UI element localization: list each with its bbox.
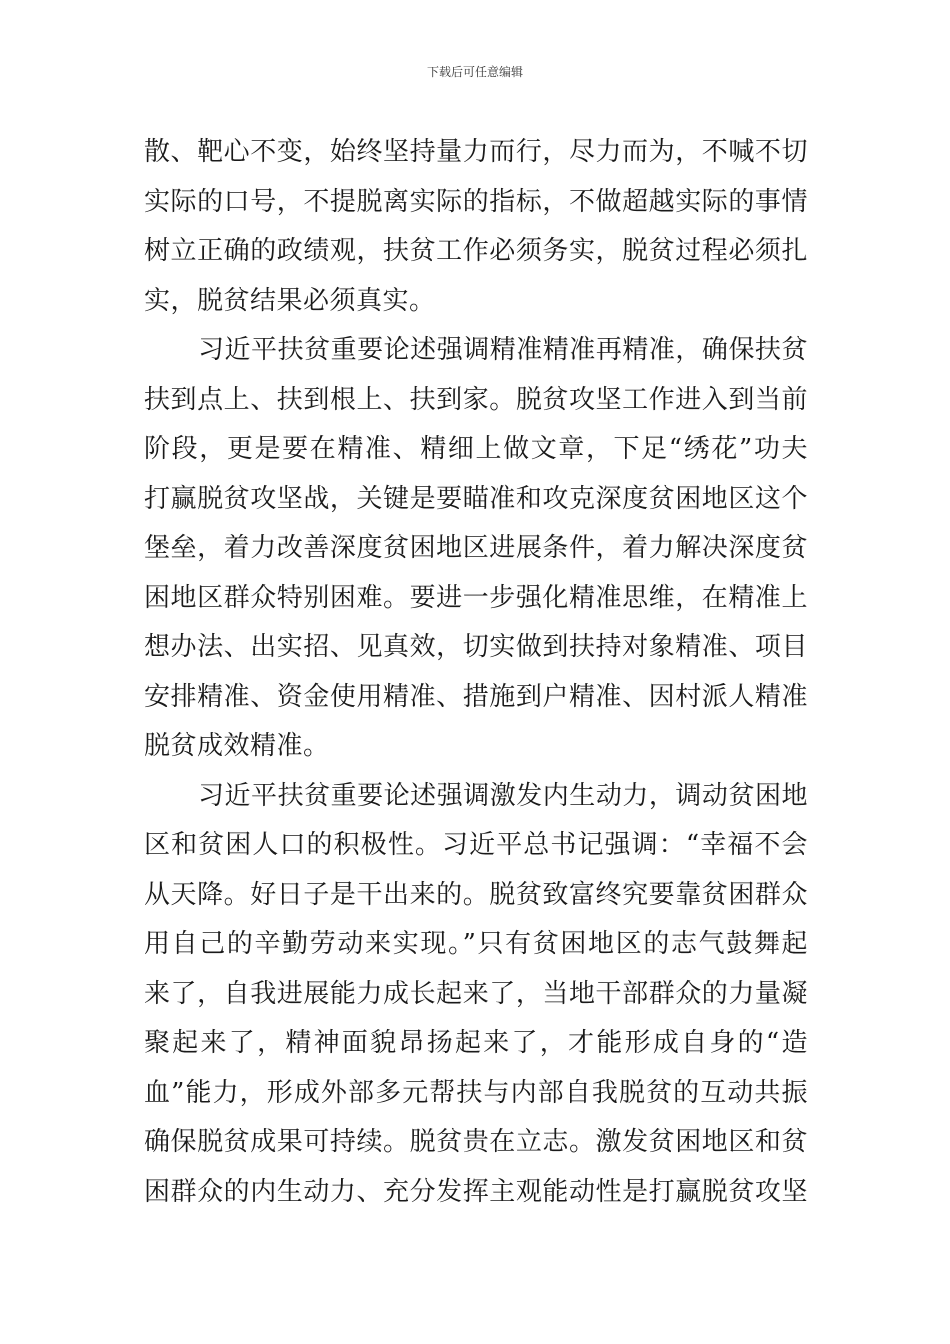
text-line: 打赢脱贫攻坚战，关键是要瞄准和攻克深度贫困地区这个 [144,483,808,514]
text-line: 区和贫困人口的积极性。习近平总书记强调：“幸福不会 [144,830,808,860]
text-line: 确保脱贫成果可持续。脱贫贵在立志。激发贫困地区和贫 [144,1127,808,1157]
text-line: 血”能力，形成外部多元帮扶与内部自我脱贫的互动共振 [144,1077,808,1108]
text-line: 困群众的内生动力、充分发挥主观能动性是打赢脱贫攻坚 [144,1176,808,1207]
text-line: 扶到点上、扶到根上、扶到家。脱贫攻坚工作进入到当前 [144,384,808,415]
text-line: 阶段，更是要在精准、精细上做文章，下足“绣花”功夫 [144,434,808,464]
text-line: 安排精准、资金使用精准、措施到户精准、因村派人精准 [144,681,808,712]
text-line: 脱贫成效精准。 [144,731,330,761]
text-line: 树立正确的政绩观，扶贫工作必须务实，脱贫过程必须扎 [144,236,808,266]
paragraph-first-line: 习近平扶贫重要论述强调激发内生动力，调动贫困地 [198,780,808,811]
text-line: 困地区群众特别困难。要进一步强化精准思维，在精准上 [144,582,808,613]
text-line: 用自己的辛勤劳动来实现。”只有贫困地区的志气鼓舞起 [144,929,808,959]
text-line: 从天降。好日子是干出来的。脱贫致富终究要靠贫困群众 [144,879,808,910]
text-line: 散、靶心不变，始终坚持量力而行，尽力而为，不喊不切 [144,137,808,167]
text-line: 实，脱贫结果必须真实。 [144,285,436,316]
page-header: 下载后可任意编辑 [426,65,523,79]
text-line: 来了，自我进展能力成长起来了，当地干部群众的力量凝 [144,978,808,1009]
text-line: 堡垒，着力改善深度贫困地区进展条件，着力解决深度贫 [144,533,808,563]
text-line: 聚起来了，精神面貌昂扬起来了，才能形成自身的“造 [144,1028,808,1058]
document-body [144,128,808,1217]
text-line: 想办法、出实招、见真效，切实做到扶持对象精准、项目 [144,632,808,662]
text-line: 实际的口号，不提脱离实际的指标，不做超越实际的事情 [144,186,808,217]
paragraph-first-line: 习近平扶贫重要论述强调精准精准再精准，确保扶贫 [198,335,808,365]
